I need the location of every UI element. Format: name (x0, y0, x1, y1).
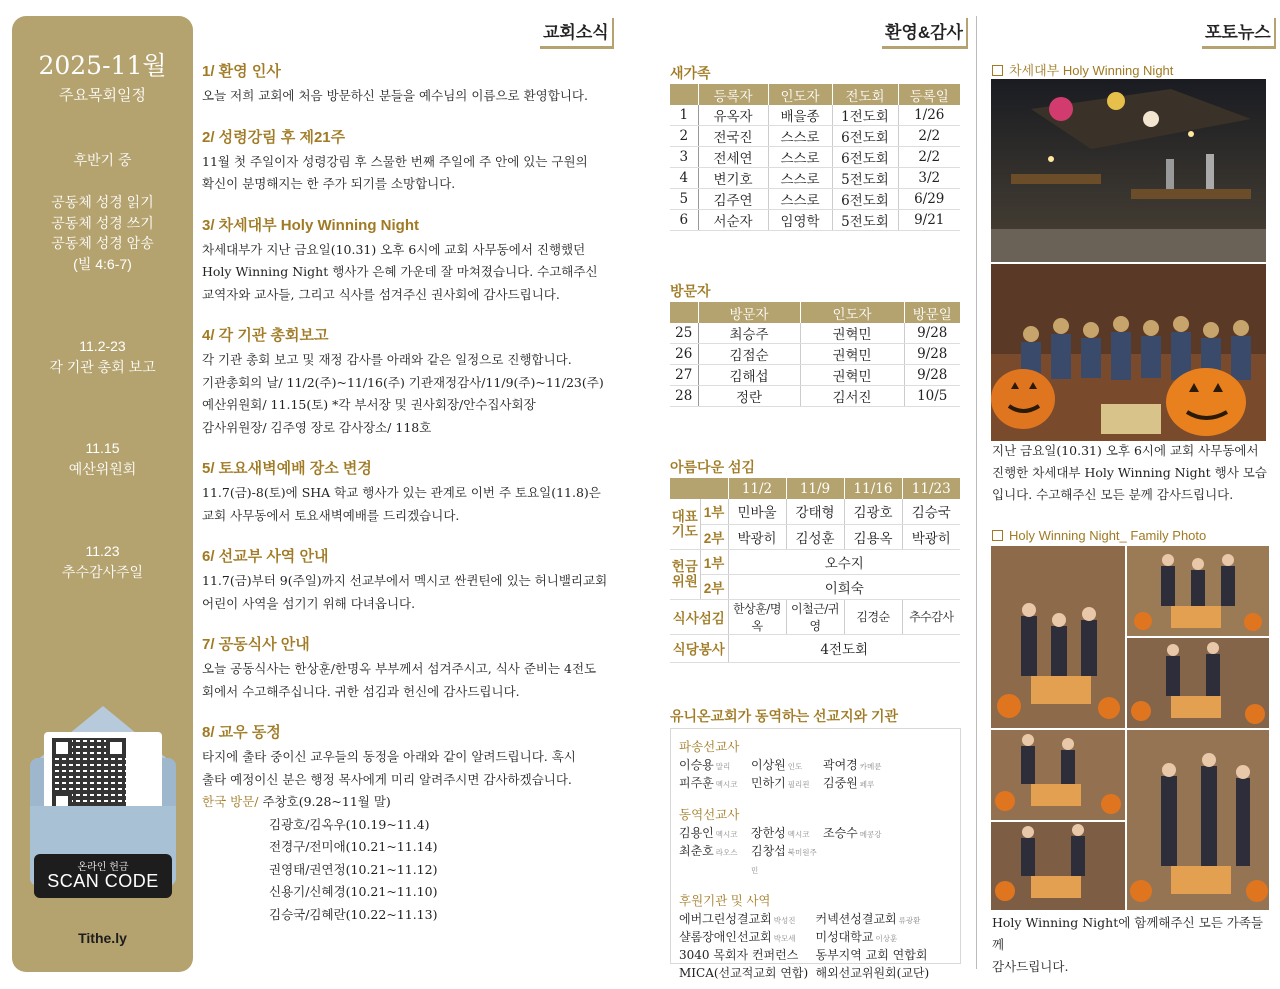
mission-name: 이상원 (751, 758, 786, 772)
table-cell: 박광히 (902, 524, 960, 549)
table-cell: 최승주 (698, 323, 800, 344)
table-cell: 서순자 (698, 210, 768, 231)
qr-code[interactable] (52, 738, 126, 812)
table-cell: 김용옥 (844, 524, 902, 549)
church-news (202, 60, 612, 944)
visitors-table (670, 302, 960, 407)
table-cell: 변기호 (698, 168, 768, 189)
table-cell: 4 (670, 168, 698, 189)
news-body (202, 349, 612, 439)
offering-envelope[interactable] (30, 706, 176, 921)
table-cell: 3 (670, 147, 698, 168)
table-cell: 9/21 (898, 210, 960, 231)
mission-country: 필리핀 (787, 780, 810, 789)
table-cell: 배을종 (768, 105, 832, 126)
table-cell: 김승국 (902, 499, 960, 524)
table-cell: 9/28 (904, 344, 960, 365)
table-cell: 권혁민 (800, 344, 904, 365)
mission-group (679, 891, 952, 983)
mission-row (679, 775, 952, 793)
table-cell: 5전도회 (832, 210, 898, 231)
korea-visit-entry: 주창호(9.28~11월 말) (262, 794, 391, 809)
mission-country: 멕시코 (787, 830, 810, 839)
korea-visit-label: 한국 방문/ (202, 794, 259, 809)
part-label: 2부 (700, 524, 728, 549)
family-photo-collage (991, 546, 1269, 910)
schedule-block-3: 11.2-23 각 기관 총회 보고 (49, 338, 156, 375)
mission-country: 멕시코 (715, 830, 738, 839)
news-item (202, 214, 612, 307)
news-title: 5/ 토요새벽예배 장소 변경 (202, 460, 372, 477)
table-row (670, 147, 960, 168)
mission-entry (751, 775, 823, 793)
mission-country: 박성진 (773, 916, 796, 925)
photo-title-2: Holy Winning Night_ Family Photo (992, 528, 1206, 543)
table-row (670, 168, 960, 189)
photo-caption-1: 지난 금요일(10.31) 오후 6시에 교회 사무동에서 진행한 차세대부 Holy Winning Night 행사 모습 입니다. 수고해주신 모든 분께 감사드립니다. (992, 443, 1267, 502)
checkbox-icon (992, 530, 1003, 541)
news-line: 11월 첫 주일이자 성령강림 후 스물한 번째 주일에 주 안에 있는 구원의 (202, 153, 588, 169)
news-line: 어린이 사역을 섬기기 위해 다녀옵니다. (202, 595, 416, 611)
mission-name: 피주훈 (679, 776, 714, 790)
mission-entry (816, 929, 953, 947)
table-cell: 6전도회 (832, 126, 898, 147)
month-title: 2025-11월 (38, 51, 167, 80)
news-line: 회에서 수고해주십니다. 귀한 섬김과 헌신에 감사드립니다. (202, 683, 520, 699)
mission-name: 해외선교위원회(교단) (815, 966, 930, 980)
mission-row (679, 965, 952, 983)
mission-country: 카메룬 (859, 762, 882, 771)
mission-group (679, 805, 952, 879)
news-item (202, 324, 612, 439)
schedule-block-2: 공동체 성경 읽기 공동체 성경 쓰기 공동체 성경 암송 (빌 4:6-7) (51, 194, 154, 272)
mission-entry (751, 825, 823, 843)
column-header: 인도자 (768, 84, 832, 105)
news-body (202, 570, 612, 615)
mission-name: 민하기 (751, 776, 786, 790)
table-row (670, 524, 960, 549)
korea-visit-entry: 신용기/신혜경(10.21~11.10) (269, 884, 438, 899)
part-label: 2부 (700, 574, 728, 599)
schedule-block-5: 11.23 추수감사주일 (61, 543, 144, 580)
mission-country: 라오스 (715, 848, 738, 857)
missions-title: 유니온교회가 동역하는 선교지와 기관 (670, 708, 899, 724)
missions-box (670, 728, 961, 980)
news-title: 8/ 교우 동정 (202, 724, 281, 741)
mission-name: MICA(선교적교회 연합) (679, 966, 809, 980)
table-cell: 권혁민 (800, 365, 904, 386)
news-body (202, 239, 612, 307)
table-cell: 1/26 (898, 105, 960, 126)
table-row (670, 634, 960, 662)
mission-country: 이상훈 (875, 934, 898, 943)
table-cell: 스스로 (768, 147, 832, 168)
news-line: 11.7(금)부터 9(주일)까지 선교부에서 멕시코 싼퀸틴에 있는 허니밸리교회 (202, 573, 608, 588)
table-header-row (670, 84, 960, 105)
table-cell: 오수지 (728, 549, 960, 574)
table-cell: 6 (670, 210, 698, 231)
mission-entry (679, 911, 816, 929)
mission-name: 곽여경 (823, 758, 858, 772)
mission-name: 김창섭 (751, 844, 786, 858)
table-cell: 이철근/귀영 (786, 599, 844, 634)
table-row (670, 126, 960, 147)
news-body (202, 151, 612, 196)
column-header (670, 302, 698, 323)
table-header-row (670, 302, 960, 323)
mission-row (679, 825, 952, 843)
news-line: 출타 예정이신 분은 행정 목사에게 미리 알려주시면 감사하겠습니다. (202, 771, 572, 787)
table-row (670, 599, 960, 634)
column-header: 11/2 (728, 478, 786, 499)
mission-entry (816, 965, 953, 983)
column-divider (976, 16, 977, 969)
table-cell: 2/2 (898, 147, 960, 168)
table-cell: 2/2 (898, 126, 960, 147)
column-header: 방문자 (698, 302, 800, 323)
news-title: 7/ 공동식사 안내 (202, 636, 310, 653)
checkbox-icon (992, 65, 1003, 76)
newcomers-title: 새가족 (670, 65, 711, 81)
table-cell: 2 (670, 126, 698, 147)
news-item (202, 545, 612, 615)
mission-name: 동부지역 교회 연합회 (815, 948, 928, 962)
table-cell: 임영학 (768, 210, 832, 231)
news-title: 1/ 환영 인사 (202, 63, 281, 80)
newcomers-table (670, 84, 960, 231)
mission-entry (823, 825, 895, 843)
mission-row (679, 911, 952, 929)
table-row (670, 189, 960, 210)
table-cell: 한상훈/명옥 (728, 599, 786, 634)
event-photo-night (991, 79, 1266, 262)
mission-entry (823, 757, 895, 775)
table-cell: 김점순 (698, 344, 800, 365)
mission-entry (679, 929, 816, 947)
table-cell: 김해섭 (698, 365, 800, 386)
table-cell: 4전도회 (728, 634, 960, 662)
mission-entry (679, 947, 816, 965)
table-cell: 6전도회 (832, 189, 898, 210)
table-cell: 26 (670, 344, 698, 365)
korea-visit-entry: 김승국/김혜란(10.22~11.13) (269, 906, 438, 922)
table-row (670, 365, 960, 386)
mission-country: 류광환 (898, 916, 921, 925)
table-row (670, 323, 960, 344)
column-header: 인도자 (800, 302, 904, 323)
photo-caption-2: Holy Winning Night에 함께해주신 모든 가족들께 감사드립니다. (992, 915, 1263, 974)
column-header: 등록일 (898, 84, 960, 105)
news-item (202, 633, 612, 703)
news-line: 예산위원회/ 11.15(토) *각 부서장 및 권사회장/안수집사회장 (202, 397, 536, 412)
mission-name: 미성대학교 (815, 930, 874, 944)
table-cell: 28 (670, 386, 698, 407)
mission-name: 에버그린성결교회 (679, 912, 772, 926)
row-label: 식사섬김 (670, 599, 728, 634)
mission-row (679, 843, 952, 879)
mission-name: 3040 목회자 컨퍼런스 (679, 948, 799, 962)
news-body (202, 746, 612, 926)
table-cell: 민바울 (728, 499, 786, 524)
mission-entry (751, 843, 823, 879)
table-cell: 박광히 (728, 524, 786, 549)
news-item (202, 457, 612, 527)
news-title: 2/ 성령강림 후 제21주 (202, 128, 346, 146)
table-row (670, 499, 960, 524)
table-cell: 권혁민 (800, 323, 904, 344)
mission-entry (823, 775, 895, 793)
mission-entry (679, 775, 751, 793)
column-header (670, 84, 698, 105)
news-title: 6/ 선교부 사역 안내 (202, 548, 329, 565)
table-row (670, 105, 960, 126)
scan-code-button[interactable]: 온라인 헌금 SCAN CODE (34, 854, 172, 898)
mission-name: 장한성 (751, 826, 786, 840)
schedule-block-1: 후반기 중 (73, 152, 132, 168)
table-cell: 스스로 (768, 126, 832, 147)
table-cell: 6전도회 (832, 147, 898, 168)
mission-entry (679, 825, 751, 843)
mission-name: 샬롬장애인선교회 (679, 930, 772, 944)
mission-country: 인도 (787, 762, 803, 771)
serving-table (670, 478, 960, 663)
column-header: 11/16 (844, 478, 902, 499)
serving-title: 아름다운 섬김 (670, 459, 756, 475)
news-header: 교회소식 (540, 18, 614, 49)
news-line: 각 기관 총회 보고 및 재정 감사를 아래와 같은 일정으로 진행합니다. (202, 352, 572, 367)
table-cell: 9/28 (904, 365, 960, 386)
news-body (202, 658, 612, 703)
table-row (670, 344, 960, 365)
table-header-row (670, 478, 960, 499)
news-line: 타지에 출타 중이신 교우들의 동정을 아래와 같이 알려드립니다. 혹시 (202, 749, 576, 764)
table-cell: 김서진 (800, 386, 904, 407)
part-label: 1부 (700, 499, 728, 524)
mission-row (679, 947, 952, 965)
news-line: 기관총회의 날/ 11/2(주)~11/16(주) 기관재정감사/11/9(주)~11/23(주) (202, 374, 604, 390)
news-line: 오늘 공동식사는 한상훈/한명옥 부부께서 섬겨주시고, 식사 준비는 4전도 (202, 661, 597, 676)
mission-country: 메콩강 (859, 830, 882, 839)
news-line: 확신이 분명해지는 한 주가 되기를 소망합니다. (202, 176, 456, 191)
column-header: 11/23 (902, 478, 960, 499)
schedule-subtitle: 주요목회일정 (59, 86, 146, 104)
row-label: 헌금위원 (670, 549, 700, 599)
table-cell: 추수감사 (902, 599, 960, 634)
mission-entry (679, 843, 751, 879)
table-cell: 전세연 (698, 147, 768, 168)
table-cell: 김경순 (844, 599, 902, 634)
row-label: 대표기도 (670, 499, 700, 549)
table-cell: 강태형 (786, 499, 844, 524)
mission-name: 최춘호 (679, 844, 714, 858)
korea-visit-list (202, 791, 612, 926)
news-item (202, 60, 612, 108)
news-line: 감사위원장/ 김주영 장로 감사장소/ 118호 (202, 419, 432, 435)
korea-visit-entry: 전경구/전미애(10.21~11.14) (269, 839, 438, 854)
photo-title-1: 차세대부 Holy Winning Night (992, 60, 1173, 79)
tithe-link[interactable]: Tithe.ly (78, 930, 127, 946)
column-header: 등록자 (698, 84, 768, 105)
mission-entry (816, 947, 953, 965)
table-cell: 김성훈 (786, 524, 844, 549)
table-cell: 25 (670, 323, 698, 344)
table-cell: 정란 (698, 386, 800, 407)
news-body (202, 482, 612, 527)
table-cell: 1 (670, 105, 698, 126)
table-cell: 5전도회 (832, 168, 898, 189)
mission-name: 조승수 (823, 826, 858, 840)
column-header: 방문일 (904, 302, 960, 323)
table-cell: 9/28 (904, 323, 960, 344)
photo-header: 포토뉴스 (1202, 18, 1276, 49)
news-title: 4/ 각 기관 총회보고 (202, 327, 329, 344)
mission-country: 페루 (859, 780, 875, 789)
table-cell: 5 (670, 189, 698, 210)
table-row (670, 574, 960, 599)
mission-country: 멕시코 (715, 780, 738, 789)
mission-name: 이승용 (679, 758, 714, 772)
news-body (202, 85, 612, 108)
korea-visit-entry: 권영태/권연정(10.21~11.12) (269, 861, 438, 877)
news-line: 오늘 저희 교회에 처음 방문하신 분들을 예수님의 이름으로 환영합니다. (202, 88, 588, 103)
mission-entry (751, 757, 823, 775)
row-label: 식당봉사 (670, 634, 728, 662)
table-cell: 3/2 (898, 168, 960, 189)
schedule-block-4: 11.15 예산위원회 (68, 440, 137, 477)
table-cell: 스스로 (768, 189, 832, 210)
mission-name: 김중원 (823, 776, 858, 790)
mission-group-title: 후원기관 및 사역 (679, 894, 771, 908)
mission-entry (679, 757, 751, 775)
news-item (202, 721, 612, 926)
table-row (670, 386, 960, 407)
table-cell: 10/5 (904, 386, 960, 407)
visitors-title: 방문자 (670, 283, 711, 299)
event-photo-group (991, 264, 1266, 441)
mission-country: 북미원주민 (751, 848, 817, 875)
mission-group-title: 동역선교사 (679, 808, 740, 822)
mission-name: 김용인 (679, 826, 714, 840)
news-line: 교회 사무동에서 토요새벽예배를 드리겠습니다. (202, 507, 460, 523)
column-header: 전도회 (832, 84, 898, 105)
korea-visit-entry: 김광호/김옥우(10.19~11.4) (269, 816, 430, 832)
mission-country: 말리 (715, 762, 731, 771)
table-cell: 27 (670, 365, 698, 386)
table-cell: 김광호 (844, 499, 902, 524)
table-cell: 1전도회 (832, 105, 898, 126)
mission-group-title: 파송선교사 (679, 740, 740, 754)
news-line: 11.7(금)-8(토)에 SHA 학교 행사가 있는 관계로 이번 주 토요일(11.8)은 (202, 485, 601, 500)
welcome-header: 환영&감사 (882, 18, 968, 49)
table-cell: 이희숙 (728, 574, 960, 599)
mission-name: 커넥션성결교회 (815, 912, 897, 926)
news-line: Holy Winning Night 행사가 은혜 가운데 잘 마쳐졌습니다. 수고해주신 (202, 264, 598, 279)
news-line: 차세대부가 지난 금요일(10.31) 오후 6시에 교회 사무동에서 진행했던 (202, 241, 586, 257)
column-header: 11/9 (786, 478, 844, 499)
sidebar (12, 16, 193, 972)
table-row (670, 549, 960, 574)
mission-country: 박모세 (773, 934, 796, 943)
mission-group (679, 737, 952, 793)
mission-row (679, 929, 952, 947)
mission-entry (679, 965, 816, 983)
part-label: 1부 (700, 549, 728, 574)
mission-entry (816, 911, 953, 929)
table-row (670, 210, 960, 231)
table-cell: 스스로 (768, 168, 832, 189)
table-cell: 김주연 (698, 189, 768, 210)
news-item (202, 126, 612, 196)
table-cell: 전국진 (698, 126, 768, 147)
table-cell: 유옥자 (698, 105, 768, 126)
news-title: 3/ 차세대부 Holy Winning Night (202, 216, 419, 234)
news-line: 교역자와 교사들, 그리고 식사를 섬겨주신 권사회에 감사드립니다. (202, 286, 560, 302)
mission-row (679, 757, 952, 775)
table-cell: 6/29 (898, 189, 960, 210)
